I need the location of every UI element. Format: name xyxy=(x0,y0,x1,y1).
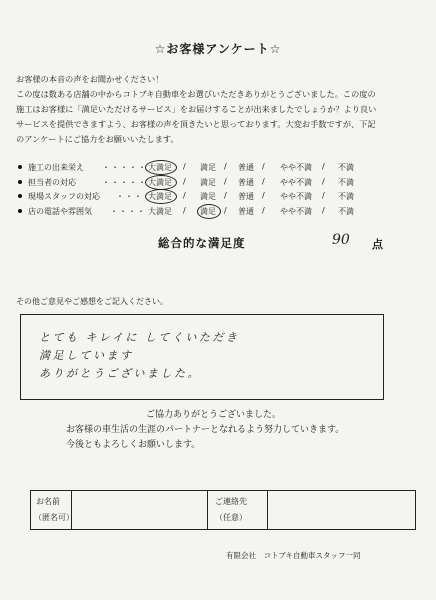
rating-option[interactable]: 大満足 xyxy=(148,192,172,201)
option-separator: / xyxy=(262,205,265,215)
question-leader-dots: ・・・・・ xyxy=(102,163,147,172)
rating-option[interactable]: 普通 xyxy=(238,206,254,216)
contact-label: ご連絡先 xyxy=(215,497,247,506)
rating-option[interactable]: 不満 xyxy=(338,163,354,172)
selected-rating-circle xyxy=(145,175,177,190)
intro-text xyxy=(16,72,426,147)
intro-line: サービスを提供できますよう、お客様の声を頂きたいと思っております。大変お手数ですが、下記 xyxy=(16,119,376,129)
name-label: お名前 xyxy=(36,497,60,506)
bullet-icon xyxy=(18,180,22,184)
handwritten-comment-line: 満足しています xyxy=(39,349,134,362)
selected-rating-circle xyxy=(145,160,177,175)
comment-prompt: その他ご意見やご感想をご記入ください。 xyxy=(16,297,168,306)
option-separator: / xyxy=(262,176,265,186)
option-separator: / xyxy=(183,176,186,186)
name-note: （匿名可） xyxy=(34,513,74,522)
option-separator: / xyxy=(224,162,227,171)
handwritten-comment-line: ありがとうございました。 xyxy=(39,367,201,380)
option-separator: / xyxy=(183,162,186,171)
option-separator: / xyxy=(322,162,325,171)
question-leader-dots: ・・・・・ xyxy=(102,177,147,187)
closing-line: 今後ともよろしくお願いします。 xyxy=(66,440,201,450)
company-signature: 有限会社 コトブキ自動車スタッフ一同 xyxy=(226,551,361,560)
table-divider xyxy=(207,491,208,529)
rating-option[interactable]: 不満 xyxy=(338,192,354,201)
intro-line: この度は数ある店舗の中からコトブキ自動車をお選びいただきありがとうございました。この度の xyxy=(16,89,376,99)
option-separator: / xyxy=(322,205,325,215)
selected-rating-circle xyxy=(145,189,177,204)
closing-line: ご協力ありがとうございました。 xyxy=(146,410,282,420)
survey-question-row xyxy=(16,205,426,220)
rating-option[interactable]: 不満 xyxy=(338,177,354,187)
survey-question-row xyxy=(16,190,426,205)
bullet-icon xyxy=(18,165,22,169)
bullet-icon xyxy=(18,209,22,213)
comment-box[interactable] xyxy=(20,314,384,400)
rating-option[interactable]: やや不満 xyxy=(280,177,312,187)
intro-line: のアンケートにご協力をお願いいたします。 xyxy=(16,134,179,144)
option-separator: / xyxy=(262,191,265,200)
survey-questions xyxy=(16,161,426,219)
rating-option[interactable]: 満足 xyxy=(200,206,216,216)
overall-satisfaction xyxy=(0,232,436,254)
option-separator: / xyxy=(183,205,186,215)
contact-note: （任意） xyxy=(215,513,247,522)
rating-option[interactable]: 満足 xyxy=(200,177,216,187)
rating-option[interactable]: 普通 xyxy=(238,163,254,172)
question-leader-dots: ・・・ xyxy=(116,192,143,201)
selected-rating-circle xyxy=(197,204,221,219)
question-label: 店の電話や雰囲気 xyxy=(28,206,92,216)
rating-option[interactable]: やや不満 xyxy=(280,192,312,201)
rating-option[interactable]: やや不満 xyxy=(280,163,312,172)
rating-option[interactable]: 満足 xyxy=(200,163,216,172)
rating-option[interactable]: やや不満 xyxy=(280,206,312,216)
option-separator: / xyxy=(322,176,325,186)
option-separator: / xyxy=(183,191,186,200)
option-separator: / xyxy=(224,205,227,215)
question-leader-dots: ・・・・ xyxy=(110,206,146,216)
name-field[interactable] xyxy=(72,491,207,529)
question-label: 担当者の対応 xyxy=(28,177,76,187)
rating-option[interactable]: 普通 xyxy=(238,177,254,187)
contact-field[interactable] xyxy=(268,491,415,529)
overall-unit: 点 xyxy=(372,238,383,251)
bullet-icon xyxy=(18,194,22,198)
rating-option[interactable]: 大満足 xyxy=(148,206,172,216)
survey-question-row xyxy=(16,176,426,191)
option-separator: / xyxy=(262,162,265,171)
option-separator: / xyxy=(224,176,227,186)
question-label: 現場スタッフの対応 xyxy=(28,192,100,201)
rating-option[interactable]: 不満 xyxy=(338,206,354,216)
rating-option[interactable]: 普通 xyxy=(238,192,254,201)
rating-option[interactable]: 大満足 xyxy=(148,163,172,172)
closing-line: お客様の車生活の生涯のパートナーとなれるよう努力していきます。 xyxy=(66,425,345,435)
option-separator: / xyxy=(322,191,325,200)
overall-label: 総合的な満足度 xyxy=(158,236,246,250)
rating-option[interactable]: 大満足 xyxy=(148,177,172,187)
overall-score[interactable]: 90 xyxy=(332,232,350,248)
rating-option[interactable]: 満足 xyxy=(200,192,216,201)
option-separator: / xyxy=(224,191,227,200)
intro-line: 施工はお客様に「満足いただけるサービス」をお届けすることが出来ましたでしょうか？より良い xyxy=(16,104,377,114)
survey-question-row xyxy=(16,161,426,176)
handwritten-comment-line: とても キレイに してくいただき xyxy=(39,331,240,344)
survey-title: ☆お客様アンケート☆ xyxy=(154,42,282,56)
intro-line: お客様の本音の声をお聞かせください！ xyxy=(16,74,164,84)
question-label: 施工の出来栄え xyxy=(28,163,84,172)
contact-table xyxy=(30,490,416,530)
